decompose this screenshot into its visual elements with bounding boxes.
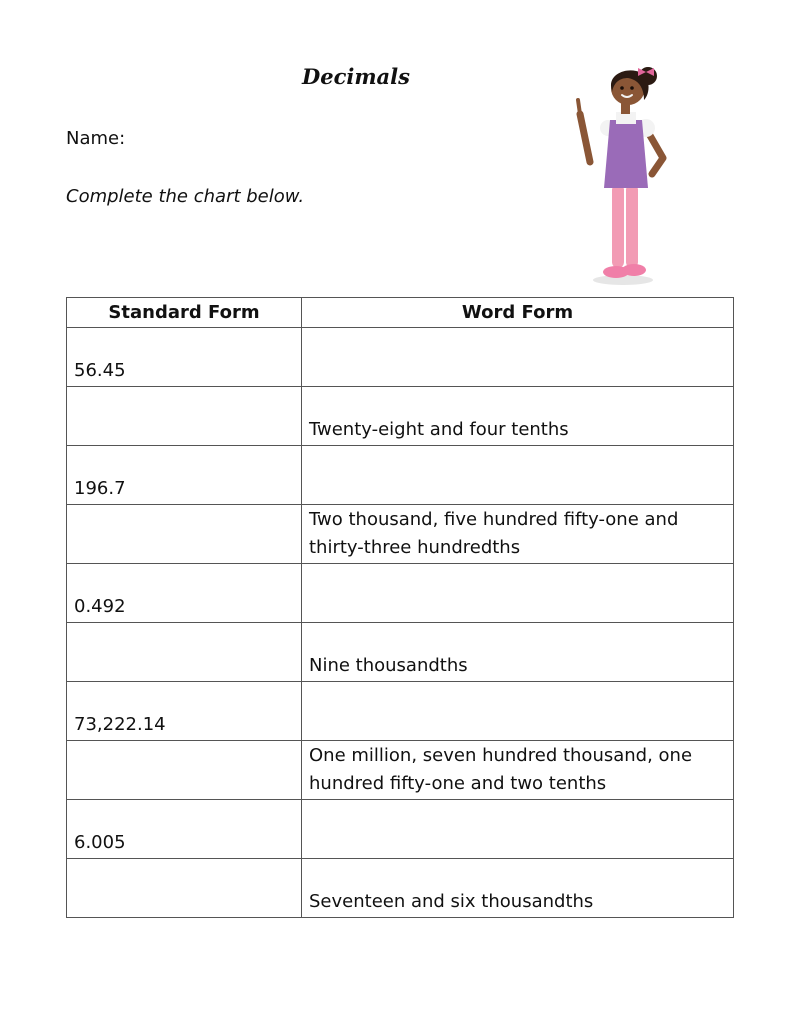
- table-row: [67, 387, 734, 446]
- standard-form-cell[interactable]: 196.7: [67, 446, 302, 505]
- standard-form-cell[interactable]: 56.45: [67, 328, 302, 387]
- table-row: [67, 859, 734, 918]
- standard-form-cell[interactable]: [67, 505, 302, 564]
- table-row: [67, 741, 734, 800]
- standard-form-cell[interactable]: [67, 387, 302, 446]
- standard-form-cell[interactable]: [67, 741, 302, 800]
- word-form-cell[interactable]: Twenty-eight and four tenths: [302, 387, 734, 446]
- name-label: Name:: [66, 128, 126, 149]
- word-form-cell[interactable]: Seventeen and six thousandths: [302, 859, 734, 918]
- column-header-standard-form: Standard Form: [67, 298, 302, 328]
- word-form-cell[interactable]: [302, 682, 734, 741]
- word-form-cell[interactable]: [302, 446, 734, 505]
- table-row: [67, 328, 734, 387]
- girl-pointing-icon: [568, 62, 678, 288]
- standard-form-cell[interactable]: 6.005: [67, 800, 302, 859]
- standard-form-cell[interactable]: [67, 859, 302, 918]
- instruction-text: Complete the chart below.: [66, 186, 305, 207]
- table-row: [67, 564, 734, 623]
- word-form-cell[interactable]: [302, 564, 734, 623]
- standard-form-cell[interactable]: 73,222.14: [67, 682, 302, 741]
- standard-form-cell[interactable]: 0.492: [67, 564, 302, 623]
- table-row: [67, 800, 734, 859]
- worksheet-title: Decimals: [302, 64, 410, 89]
- column-header-word-form: Word Form: [302, 298, 734, 328]
- word-form-cell[interactable]: [302, 328, 734, 387]
- decimals-chart-table: [66, 297, 734, 918]
- word-form-cell[interactable]: Two thousand, five hundred fifty-one and thirty-three hundredths: [302, 505, 734, 564]
- table-header-row: [67, 298, 734, 328]
- table-row: [67, 505, 734, 564]
- standard-form-cell[interactable]: [67, 623, 302, 682]
- word-form-cell[interactable]: Nine thousandths: [302, 623, 734, 682]
- word-form-cell[interactable]: One million, seven hundred thousand, one hundred fifty-one and two tenths: [302, 741, 734, 800]
- word-form-cell[interactable]: [302, 800, 734, 859]
- table-row: [67, 623, 734, 682]
- table-row: [67, 446, 734, 505]
- table-row: [67, 682, 734, 741]
